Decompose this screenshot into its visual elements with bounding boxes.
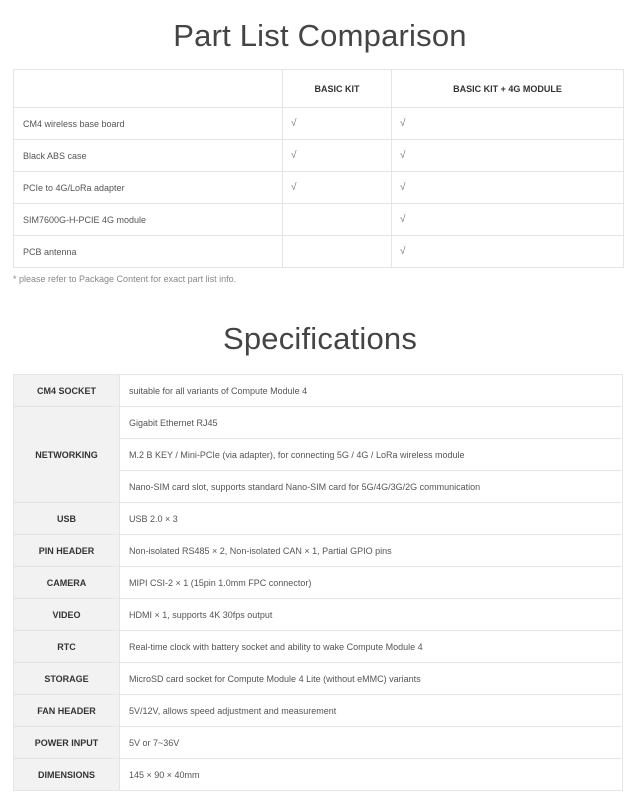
check-mark-basic xyxy=(283,236,392,268)
table-row xyxy=(14,172,624,204)
part-name: SIM7600G-H-PCIE 4G module xyxy=(14,204,283,236)
part-name: Black ABS case xyxy=(14,140,283,172)
check-mark-basic: √ xyxy=(283,108,392,140)
spec-value: Non-isolated RS485 × 2, Non-isolated CAN × 1, Partial GPIO pins xyxy=(120,535,623,567)
spec-label: DIMENSIONS xyxy=(14,759,120,791)
spec-row-power-input xyxy=(14,727,623,759)
check-mark-basic-4g: √ xyxy=(392,236,624,268)
column-header-item xyxy=(14,70,283,108)
spec-label: RTC xyxy=(14,631,120,663)
spec-label: STORAGE xyxy=(14,663,120,695)
check-mark-basic-4g: √ xyxy=(392,204,624,236)
check-mark-basic-4g: √ xyxy=(392,172,624,204)
spec-row-storage xyxy=(14,663,623,695)
part-list-title: Part List Comparison xyxy=(173,18,467,53)
table-header-row xyxy=(14,70,624,108)
spec-value: 5V or 7~36V xyxy=(120,727,623,759)
column-header-basic-kit: BASIC KIT xyxy=(283,70,392,108)
spec-row-usb xyxy=(14,503,623,535)
table-row xyxy=(14,140,624,172)
spec-label: NETWORKING xyxy=(14,407,120,503)
spec-row-rtc xyxy=(14,631,623,663)
spec-label: CAMERA xyxy=(14,567,120,599)
part-list-table xyxy=(13,69,624,268)
spec-value: MicroSD card socket for Compute Module 4 Lite (without eMMC) variants xyxy=(120,663,623,695)
part-name: PCB antenna xyxy=(14,236,283,268)
spec-value: suitable for all variants of Compute Module 4 xyxy=(120,375,623,407)
part-name: PCIe to 4G/LoRa adapter xyxy=(14,172,283,204)
check-mark-basic xyxy=(283,204,392,236)
check-mark-basic-4g: √ xyxy=(392,140,624,172)
spec-label: FAN HEADER xyxy=(14,695,120,727)
check-mark-basic: √ xyxy=(283,140,392,172)
spec-value: MIPI CSI-2 × 1 (15pin 1.0mm FPC connector) xyxy=(120,567,623,599)
table-row xyxy=(14,108,624,140)
spec-value: 5V/12V, allows speed adjustment and measurement xyxy=(120,695,623,727)
column-header-basic-kit-4g: BASIC KIT + 4G MODULE xyxy=(392,70,624,108)
spec-value: 145 × 90 × 40mm xyxy=(120,759,623,791)
spec-label: CM4 SOCKET xyxy=(14,375,120,407)
spec-value: Real-time clock with battery socket and ability to wake Compute Module 4 xyxy=(120,631,623,663)
table-row xyxy=(14,236,624,268)
spec-row-cm4-socket xyxy=(14,375,623,407)
spec-row-networking xyxy=(14,407,623,439)
spec-row-video xyxy=(14,599,623,631)
spec-value: USB 2.0 × 3 xyxy=(120,503,623,535)
spec-value: HDMI × 1, supports 4K 30fps output xyxy=(120,599,623,631)
table-row xyxy=(14,204,624,236)
specifications-table xyxy=(13,374,623,791)
part-name: CM4 wireless base board xyxy=(14,108,283,140)
spec-row-fan-header xyxy=(14,695,623,727)
spec-value: Gigabit Ethernet RJ45 xyxy=(120,407,623,439)
spec-label: VIDEO xyxy=(14,599,120,631)
check-mark-basic: √ xyxy=(283,172,392,204)
spec-value: Nano-SIM card slot, supports standard Nano-SIM card for 5G/4G/3G/2G communication xyxy=(120,471,623,503)
check-mark-basic-4g: √ xyxy=(392,108,624,140)
spec-label: USB xyxy=(14,503,120,535)
spec-label: PIN HEADER xyxy=(14,535,120,567)
spec-label: POWER INPUT xyxy=(14,727,120,759)
specifications-title: Specifications xyxy=(222,321,418,356)
spec-value: M.2 B KEY / Mini-PCIe (via adapter), for connecting 5G / 4G / LoRa wireless module xyxy=(120,439,623,471)
spec-row-dimensions xyxy=(14,759,623,791)
part-list-note: * please refer to Package Content for exact part list info. xyxy=(13,274,237,284)
spec-row-camera xyxy=(14,567,623,599)
spec-row-pin-header xyxy=(14,535,623,567)
